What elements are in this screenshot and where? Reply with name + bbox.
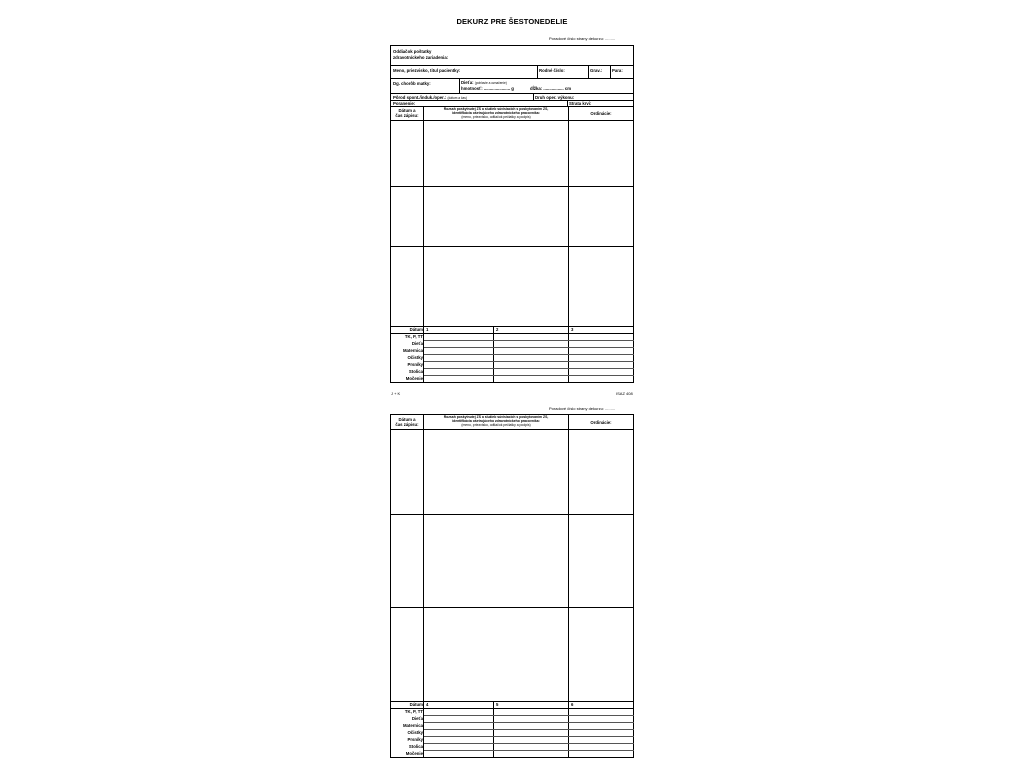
poranenie-label: Poranenie: [393,101,416,106]
dept-label: Oddiačok poštatky [393,49,432,54]
datum-label: Dátum [409,327,423,332]
page-number-label-1: Poradové číslo strany dekurzu: ......... [549,36,616,41]
name-label: Meno, priezvisko, titul pacientky: [393,68,461,73]
col-orders-header: Ordinácie: [590,420,612,425]
rc-label: Rodné číslo: [539,68,565,73]
row-label: TK, P, TT [404,709,423,714]
druh-oper-label: Druh oper. výkonu: [535,95,575,100]
row-label: Maternica [402,723,423,728]
dieta-note: (pohlavie a označenie) [474,81,507,85]
porod-note: (dátum a čas) [447,96,467,100]
day-1: 1 [426,327,429,332]
row-label: TK, P, TT [404,334,423,339]
para-label: Para: [612,68,623,73]
hmotnost-label: hmotnosť: ...................... g [461,86,514,91]
row-label: Stolica [408,744,423,749]
col-scope-header: Rozsah poskytnutej ZS a služieb súvisiacich s poskytovaním ZS, identifikácia ošetrujúceho zdravotníckeho pracovníka: (meno, priezvisko, odtlačok pečiatky a podpis) [443,107,549,119]
datum-label: Dátum [409,702,423,707]
row-label: Močenie [405,376,423,381]
col-date-header: Dátum a čas zápisu: [395,417,419,427]
grav-label: Grav.: [590,68,603,73]
row-label: Očistky [407,355,423,360]
dept-label-2: zdravotníckeho zariadenia: [393,55,449,60]
dlzka-label: dĺžka: ................. cm [530,86,572,91]
day-3: 3 [571,327,574,332]
row-label: Stolica [408,369,423,374]
footer-right: ISAZ 408 [616,391,633,396]
footer-left: J + K [391,391,401,396]
row-label: Očistky [407,730,423,735]
col-date-header: Dátum a čas zápisu: [395,108,419,118]
row-label: Dieťa [411,341,423,346]
form-title: DEKURZ PRE ŠESTONEDELIE [456,17,568,26]
col-scope-header: Rozsah poskytnutej ZS a služieb súvisiacich s poskytovaním ZS, identifikácia ošetrujúceho zdravotníckeho pracovníka: (meno, priezvisko, odtlačok pečiatky a podpis) [443,415,549,427]
row-label: Prsníky [407,362,423,367]
day-2: 2 [496,327,499,332]
dg-label: Dg. chorôb matky: [393,81,431,86]
porod-label: Pôrod spont./induk./oper.: [393,95,447,100]
row-label: Prsníky [407,737,423,742]
row-label: Dieťa [411,716,423,721]
row-label: Močenie [405,751,423,756]
day-5: 5 [496,702,499,707]
dieta-label: Dieťa: [461,80,474,85]
row-label: Maternica [402,348,423,353]
col-orders-header: Ordinácie: [590,111,612,116]
day-4: 4 [426,702,429,707]
strata-label: Strata krvi: [569,101,592,106]
day-6: 6 [571,702,574,707]
page-number-label-2: Poradové číslo strany dekurzu: ......... [549,406,616,411]
